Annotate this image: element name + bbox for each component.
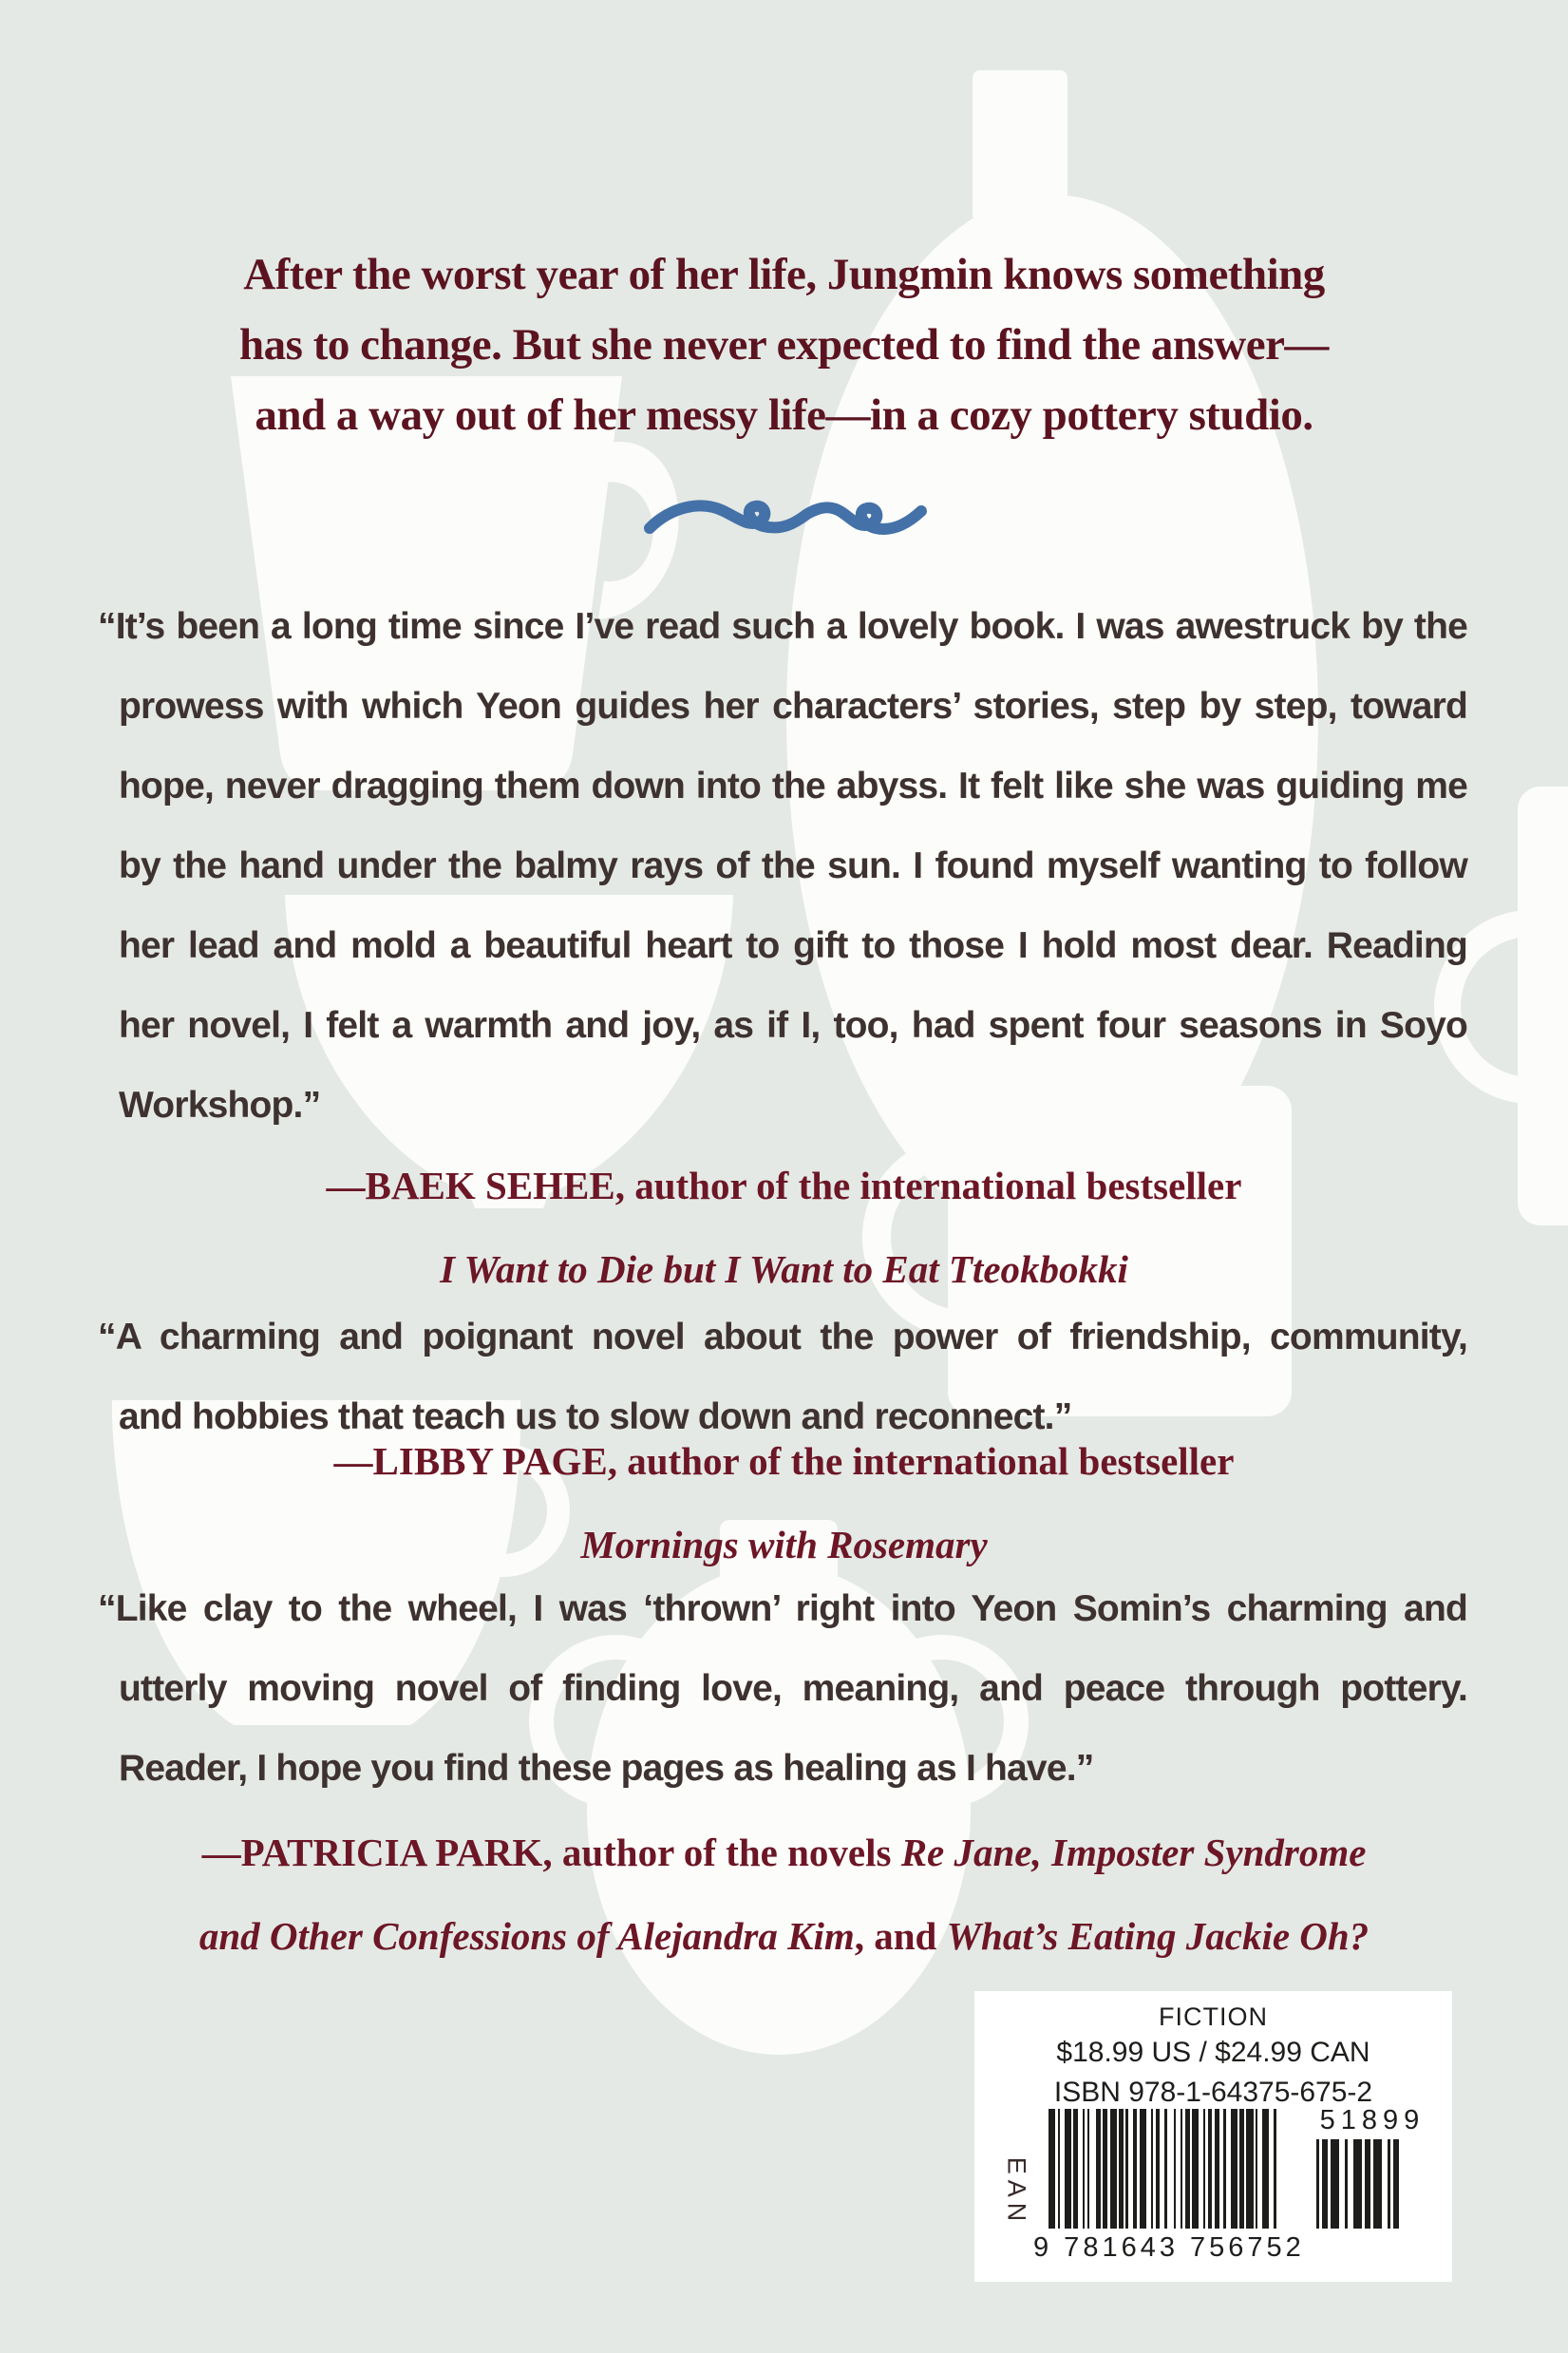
isbn-label: ISBN 978-1-64375-675-2 — [1053, 2077, 1373, 2108]
supplement-barcode — [1316, 2139, 1428, 2229]
quote-line: her lead and mold a beautiful heart to gift to those I hold most dear. Reading — [119, 925, 1467, 966]
quote-line: her novel, I felt a warmth and joy, as if I, too, had spent four seasons in Soyo — [119, 1005, 1467, 1046]
headline-line: has to change. But she never expected to find the answer— — [239, 320, 1329, 370]
attribution-name: —LIBBY PAGE, author of the international bestseller — [333, 1439, 1235, 1483]
price-label: $18.99 US / $24.99 CAN — [1056, 2037, 1370, 2068]
quote-line: by the hand under the balmy rays of the sun. I found myself wanting to follow — [119, 845, 1467, 886]
attribution-work-title: I Want to Die but I Want to Eat Tteokbokki — [440, 1247, 1128, 1291]
attribution-patricia-park — [0, 1811, 1568, 1978]
attribution-name: —PATRICIA PARK, author of the novels — [201, 1831, 901, 1874]
quote-line: Workshop.” — [119, 1085, 321, 1126]
headline-line: After the worst year of her life, Jungmin knows something — [243, 250, 1325, 299]
attribution-work-title: Re Jane, Imposter Syndrome — [900, 1831, 1367, 1874]
quote-baek-sehee — [98, 587, 1467, 1146]
attribution-joiner: , and — [854, 1914, 947, 1958]
wave-ornament — [642, 484, 927, 558]
quote-line: prowess with which Yeon guides her characters’ stories, step by step, toward — [119, 686, 1467, 727]
quote-line: “It’s been a long time since I’ve read such a lovely book. I was awestruck by the — [98, 606, 1467, 647]
headline — [0, 239, 1568, 450]
attribution-work-title: and Other Confessions of Alejandra Kim — [198, 1914, 855, 1958]
quote-line: “A charming and poignant novel about the power of friendship, community, — [98, 1317, 1467, 1357]
attribution-line — [0, 1894, 1568, 1978]
ean-label: EAN — [1002, 2156, 1031, 2228]
quote-line: “Like clay to the wheel, I was ‘thrown’ right into Yeon Somin’s charming and — [98, 1588, 1467, 1629]
attribution-name: —BAEK SEHEE, author of the international bestseller — [326, 1164, 1242, 1207]
wave-squiggle-icon — [642, 484, 927, 553]
attribution-line — [0, 1811, 1568, 1894]
category-label: FICTION — [1159, 2002, 1268, 2031]
attribution-baek-sehee — [0, 1144, 1568, 1311]
quote-line: Reader, I hope you find these pages as healing as I have.” — [119, 1748, 1094, 1789]
headline-line: and a way out of her messy life—in a cozy pottery studio. — [255, 390, 1313, 440]
quote-patricia-park — [98, 1569, 1467, 1809]
quote-line: and hobbies that teach us to slow down and reconnect.” — [119, 1396, 1072, 1437]
attribution-libby-page — [0, 1419, 1568, 1586]
barcode-supplement-digits: 51899 — [1319, 2105, 1426, 2135]
quote-line: utterly moving novel of finding love, meaning, and peace through pottery. — [119, 1668, 1467, 1709]
attribution-work-title: Mornings with Rosemary — [580, 1523, 988, 1566]
quote-line: hope, never dragging them down into the abyss. It felt like she was guiding me — [119, 766, 1467, 806]
barcode-digits: 9 781643 756752 — [1033, 2232, 1305, 2263]
attribution-work-title: What’s Eating Jackie Oh? — [946, 1914, 1370, 1958]
ean13-barcode — [1048, 2109, 1299, 2229]
barcode-panel — [974, 1991, 1452, 2282]
